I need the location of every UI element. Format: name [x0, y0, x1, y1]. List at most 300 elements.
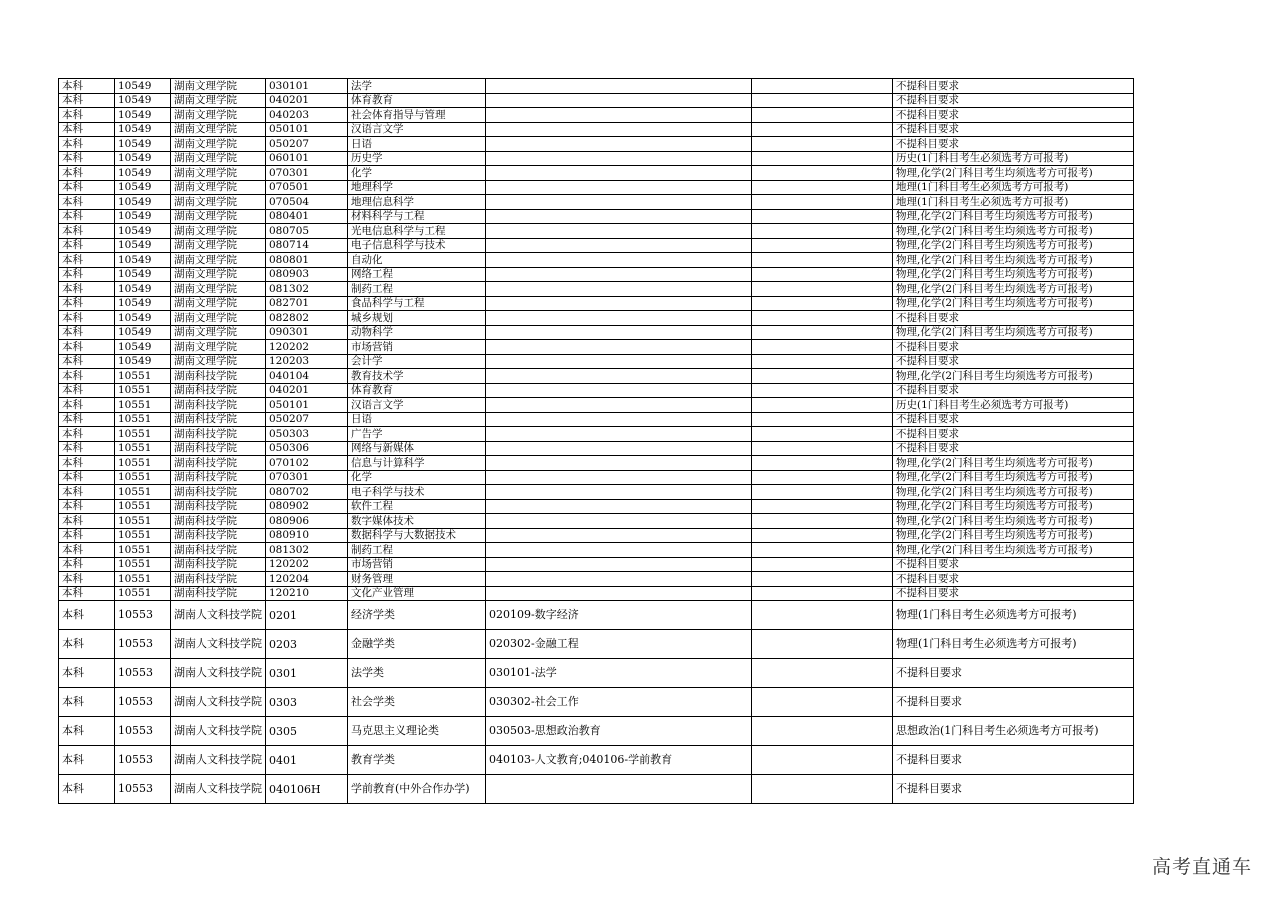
major-name-cell: 文化产业管理 [348, 586, 486, 601]
major-code-cell: 120202 [266, 340, 348, 355]
blank-cell [752, 369, 893, 384]
subject-requirement-cell: 物理,化学(2门科目考生均须选考方可报考) [893, 470, 1134, 485]
level-cell: 本科 [59, 253, 115, 268]
major-code-cell: 050207 [266, 412, 348, 427]
major-code-cell: 050207 [266, 137, 348, 152]
included-majors-cell [486, 93, 752, 108]
included-majors-cell [486, 340, 752, 355]
school-name-cell: 湖南文理学院 [171, 93, 266, 108]
major-name-cell: 学前教育(中外合作办学) [348, 775, 486, 804]
blank-cell [752, 122, 893, 137]
blank-cell [752, 543, 893, 558]
blank-cell [752, 456, 893, 471]
major-code-cell: 0301 [266, 659, 348, 688]
school-code-cell: 10551 [115, 398, 171, 413]
school-name-cell: 湖南科技学院 [171, 427, 266, 442]
table-row [59, 746, 1134, 775]
major-name-cell: 法学类 [348, 659, 486, 688]
blank-cell [752, 282, 893, 297]
table-row [59, 354, 1134, 369]
blank-cell [752, 253, 893, 268]
school-code-cell: 10551 [115, 485, 171, 500]
blank-cell [752, 311, 893, 326]
major-code-cell: 050101 [266, 398, 348, 413]
blank-cell [752, 441, 893, 456]
school-code-cell: 10553 [115, 601, 171, 630]
blank-cell [752, 325, 893, 340]
major-name-cell: 体育教育 [348, 93, 486, 108]
included-majors-cell [486, 282, 752, 297]
table-row [59, 557, 1134, 572]
level-cell: 本科 [59, 166, 115, 181]
major-name-cell: 会计学 [348, 354, 486, 369]
school-name-cell: 湖南文理学院 [171, 253, 266, 268]
subject-requirement-cell: 物理,化学(2门科目考生均须选考方可报考) [893, 224, 1134, 239]
included-majors-cell [486, 383, 752, 398]
subject-requirement-cell: 物理,化学(2门科目考生均须选考方可报考) [893, 253, 1134, 268]
subject-requirement-cell: 不提科目要求 [893, 572, 1134, 587]
level-cell: 本科 [59, 688, 115, 717]
subject-requirement-cell: 物理(1门科目考生必须选考方可报考) [893, 601, 1134, 630]
school-name-cell: 湖南文理学院 [171, 267, 266, 282]
level-cell: 本科 [59, 383, 115, 398]
subject-requirement-cell: 不提科目要求 [893, 688, 1134, 717]
blank-cell [752, 499, 893, 514]
blank-cell [752, 398, 893, 413]
school-name-cell: 湖南文理学院 [171, 195, 266, 210]
blank-cell [752, 586, 893, 601]
subject-requirement-cell: 不提科目要求 [893, 746, 1134, 775]
major-name-cell: 制药工程 [348, 543, 486, 558]
included-majors-cell: 040103-人文教育;040106-学前教育 [486, 746, 752, 775]
school-name-cell: 湖南科技学院 [171, 383, 266, 398]
school-code-cell: 10549 [115, 325, 171, 340]
included-majors-cell [486, 224, 752, 239]
school-code-cell: 10549 [115, 224, 171, 239]
blank-cell [752, 412, 893, 427]
included-majors-cell [486, 238, 752, 253]
subject-requirement-cell: 不提科目要求 [893, 659, 1134, 688]
school-code-cell: 10549 [115, 311, 171, 326]
school-code-cell: 10549 [115, 238, 171, 253]
subject-requirement-cell: 物理,化学(2门科目考生均须选考方可报考) [893, 238, 1134, 253]
table-row [59, 296, 1134, 311]
blank-cell [752, 746, 893, 775]
major-code-cell: 070301 [266, 470, 348, 485]
major-code-cell: 082802 [266, 311, 348, 326]
school-name-cell: 湖南文理学院 [171, 122, 266, 137]
blank-cell [752, 572, 893, 587]
school-name-cell: 湖南科技学院 [171, 572, 266, 587]
school-code-cell: 10551 [115, 456, 171, 471]
table-row [59, 499, 1134, 514]
school-name-cell: 湖南科技学院 [171, 557, 266, 572]
major-code-cell: 070102 [266, 456, 348, 471]
school-name-cell: 湖南人文科技学院 [171, 717, 266, 746]
table-row [59, 311, 1134, 326]
school-code-cell: 10549 [115, 151, 171, 166]
level-cell: 本科 [59, 151, 115, 166]
blank-cell [752, 601, 893, 630]
subject-requirement-cell: 不提科目要求 [893, 311, 1134, 326]
major-code-cell: 120204 [266, 572, 348, 587]
blank-cell [752, 717, 893, 746]
table-row [59, 528, 1134, 543]
major-name-cell: 金融学类 [348, 630, 486, 659]
major-code-cell: 081302 [266, 282, 348, 297]
school-name-cell: 湖南文理学院 [171, 296, 266, 311]
level-cell: 本科 [59, 470, 115, 485]
school-name-cell: 湖南文理学院 [171, 108, 266, 123]
included-majors-cell [486, 122, 752, 137]
level-cell: 本科 [59, 238, 115, 253]
level-cell: 本科 [59, 325, 115, 340]
included-majors-cell: 030101-法学 [486, 659, 752, 688]
table-row [59, 441, 1134, 456]
major-code-cell: 080910 [266, 528, 348, 543]
major-code-cell: 0203 [266, 630, 348, 659]
included-majors-cell [486, 441, 752, 456]
major-code-cell: 080702 [266, 485, 348, 500]
subject-requirement-cell: 历史(1门科目考生必须选考方可报考) [893, 151, 1134, 166]
major-code-cell: 050306 [266, 441, 348, 456]
school-name-cell: 湖南文理学院 [171, 354, 266, 369]
included-majors-cell [486, 586, 752, 601]
school-name-cell: 湖南科技学院 [171, 398, 266, 413]
subject-requirement-cell: 不提科目要求 [893, 586, 1134, 601]
school-code-cell: 10549 [115, 166, 171, 181]
school-name-cell: 湖南文理学院 [171, 282, 266, 297]
table-row [59, 717, 1134, 746]
school-code-cell: 10551 [115, 383, 171, 398]
major-code-cell: 030101 [266, 79, 348, 94]
level-cell: 本科 [59, 528, 115, 543]
major-name-cell: 汉语言文学 [348, 122, 486, 137]
major-name-cell: 城乡规划 [348, 311, 486, 326]
major-code-cell: 040104 [266, 369, 348, 384]
major-name-cell: 市场营销 [348, 557, 486, 572]
table-row [59, 485, 1134, 500]
school-code-cell: 10549 [115, 340, 171, 355]
major-code-cell: 120210 [266, 586, 348, 601]
included-majors-cell [486, 775, 752, 804]
subject-requirement-cell: 物理,化学(2门科目考生均须选考方可报考) [893, 514, 1134, 529]
blank-cell [752, 514, 893, 529]
school-name-cell: 湖南人文科技学院 [171, 688, 266, 717]
subject-requirement-cell: 不提科目要求 [893, 412, 1134, 427]
subject-requirement-cell: 不提科目要求 [893, 108, 1134, 123]
major-name-cell: 日语 [348, 137, 486, 152]
included-majors-cell [486, 311, 752, 326]
school-code-cell: 10549 [115, 195, 171, 210]
major-name-cell: 日语 [348, 412, 486, 427]
level-cell: 本科 [59, 543, 115, 558]
major-name-cell: 数字媒体技术 [348, 514, 486, 529]
table-row [59, 775, 1134, 804]
subject-requirement-cell: 不提科目要求 [893, 122, 1134, 137]
school-code-cell: 10551 [115, 572, 171, 587]
major-code-cell: 0305 [266, 717, 348, 746]
table-row [59, 325, 1134, 340]
school-code-cell: 10549 [115, 209, 171, 224]
school-name-cell: 湖南文理学院 [171, 166, 266, 181]
subject-requirement-cell: 不提科目要求 [893, 79, 1134, 94]
level-cell: 本科 [59, 108, 115, 123]
major-code-cell: 080801 [266, 253, 348, 268]
blank-cell [752, 354, 893, 369]
major-name-cell: 信息与计算科学 [348, 456, 486, 471]
school-name-cell: 湖南文理学院 [171, 79, 266, 94]
table-body [59, 79, 1134, 804]
major-code-cell: 080906 [266, 514, 348, 529]
school-code-cell: 10553 [115, 775, 171, 804]
subject-requirement-cell: 物理,化学(2门科目考生均须选考方可报考) [893, 499, 1134, 514]
major-name-cell: 社会体育指导与管理 [348, 108, 486, 123]
major-code-cell: 082701 [266, 296, 348, 311]
school-code-cell: 10549 [115, 267, 171, 282]
table-row [59, 253, 1134, 268]
school-name-cell: 湖南科技学院 [171, 441, 266, 456]
major-code-cell: 0201 [266, 601, 348, 630]
table-row [59, 470, 1134, 485]
table-row [59, 688, 1134, 717]
included-majors-cell [486, 427, 752, 442]
included-majors-cell [486, 108, 752, 123]
school-name-cell: 湖南人文科技学院 [171, 630, 266, 659]
table-row [59, 79, 1134, 94]
blank-cell [752, 108, 893, 123]
major-code-cell: 0401 [266, 746, 348, 775]
included-majors-cell [486, 267, 752, 282]
subject-requirement-cell: 物理,化学(2门科目考生均须选考方可报考) [893, 267, 1134, 282]
table-row [59, 427, 1134, 442]
blank-cell [752, 195, 893, 210]
level-cell: 本科 [59, 267, 115, 282]
major-name-cell: 化学 [348, 166, 486, 181]
table-row [59, 238, 1134, 253]
included-majors-cell: 020302-金融工程 [486, 630, 752, 659]
major-code-cell: 040201 [266, 383, 348, 398]
level-cell: 本科 [59, 456, 115, 471]
level-cell: 本科 [59, 412, 115, 427]
school-name-cell: 湖南文理学院 [171, 151, 266, 166]
subject-requirement-cell: 不提科目要求 [893, 383, 1134, 398]
table-row [59, 166, 1134, 181]
level-cell: 本科 [59, 557, 115, 572]
blank-cell [752, 151, 893, 166]
table-row [59, 543, 1134, 558]
included-majors-cell [486, 209, 752, 224]
subject-requirement-cell: 不提科目要求 [893, 427, 1134, 442]
level-cell: 本科 [59, 746, 115, 775]
school-name-cell: 湖南科技学院 [171, 543, 266, 558]
major-code-cell: 080705 [266, 224, 348, 239]
school-code-cell: 10553 [115, 688, 171, 717]
subject-requirement-cell: 地理(1门科目考生必须选考方可报考) [893, 180, 1134, 195]
level-cell: 本科 [59, 195, 115, 210]
subject-requirement-cell: 思想政治(1门科目考生必须选考方可报考) [893, 717, 1134, 746]
major-name-cell: 网络与新媒体 [348, 441, 486, 456]
included-majors-cell [486, 195, 752, 210]
table-row [59, 630, 1134, 659]
table-row [59, 224, 1134, 239]
school-name-cell: 湖南人文科技学院 [171, 601, 266, 630]
level-cell: 本科 [59, 180, 115, 195]
table-row [59, 122, 1134, 137]
major-name-cell: 汉语言文学 [348, 398, 486, 413]
blank-cell [752, 659, 893, 688]
table-row [59, 108, 1134, 123]
major-name-cell: 马克思主义理论类 [348, 717, 486, 746]
level-cell: 本科 [59, 282, 115, 297]
major-name-cell: 教育技术学 [348, 369, 486, 384]
major-code-cell: 070301 [266, 166, 348, 181]
subject-requirement-cell: 物理,化学(2门科目考生均须选考方可报考) [893, 325, 1134, 340]
blank-cell [752, 180, 893, 195]
major-name-cell: 制药工程 [348, 282, 486, 297]
table-row [59, 267, 1134, 282]
school-name-cell: 湖南科技学院 [171, 514, 266, 529]
table-row [59, 398, 1134, 413]
included-majors-cell [486, 543, 752, 558]
school-name-cell: 湖南科技学院 [171, 528, 266, 543]
table-row [59, 456, 1134, 471]
table-row [59, 412, 1134, 427]
school-name-cell: 湖南科技学院 [171, 470, 266, 485]
major-name-cell: 市场营销 [348, 340, 486, 355]
major-name-cell: 电子科学与技术 [348, 485, 486, 500]
blank-cell [752, 93, 893, 108]
table-row [59, 151, 1134, 166]
major-code-cell: 080902 [266, 499, 348, 514]
major-name-cell: 教育学类 [348, 746, 486, 775]
school-code-cell: 10549 [115, 108, 171, 123]
school-code-cell: 10553 [115, 659, 171, 688]
included-majors-cell [486, 354, 752, 369]
blank-cell [752, 209, 893, 224]
included-majors-cell [486, 166, 752, 181]
included-majors-cell [486, 253, 752, 268]
major-name-cell: 地理科学 [348, 180, 486, 195]
subject-requirement-cell: 不提科目要求 [893, 93, 1134, 108]
school-code-cell: 10551 [115, 514, 171, 529]
school-code-cell: 10549 [115, 137, 171, 152]
included-majors-cell [486, 369, 752, 384]
subject-requirement-cell: 不提科目要求 [893, 340, 1134, 355]
school-name-cell: 湖南科技学院 [171, 485, 266, 500]
major-code-cell: 040201 [266, 93, 348, 108]
level-cell: 本科 [59, 354, 115, 369]
subject-requirement-cell: 物理,化学(2门科目考生均须选考方可报考) [893, 282, 1134, 297]
table-row [59, 659, 1134, 688]
major-name-cell: 地理信息科学 [348, 195, 486, 210]
level-cell: 本科 [59, 340, 115, 355]
major-name-cell: 自动化 [348, 253, 486, 268]
level-cell: 本科 [59, 311, 115, 326]
school-code-cell: 10551 [115, 470, 171, 485]
school-name-cell: 湖南科技学院 [171, 456, 266, 471]
level-cell: 本科 [59, 775, 115, 804]
level-cell: 本科 [59, 659, 115, 688]
level-cell: 本科 [59, 514, 115, 529]
major-name-cell: 软件工程 [348, 499, 486, 514]
level-cell: 本科 [59, 717, 115, 746]
major-name-cell: 经济学类 [348, 601, 486, 630]
level-cell: 本科 [59, 79, 115, 94]
included-majors-cell [486, 137, 752, 152]
watermark-logo-text: 高考直通车 [1151, 856, 1252, 878]
school-name-cell: 湖南科技学院 [171, 586, 266, 601]
included-majors-cell [486, 456, 752, 471]
school-code-cell: 10551 [115, 441, 171, 456]
school-code-cell: 10549 [115, 296, 171, 311]
school-code-cell: 10553 [115, 630, 171, 659]
blank-cell [752, 79, 893, 94]
subject-requirement-cell: 物理,化学(2门科目考生均须选考方可报考) [893, 528, 1134, 543]
major-code-cell: 050303 [266, 427, 348, 442]
included-majors-cell [486, 528, 752, 543]
major-name-cell: 历史学 [348, 151, 486, 166]
table-row [59, 383, 1134, 398]
major-name-cell: 财务管理 [348, 572, 486, 587]
major-name-cell: 法学 [348, 79, 486, 94]
major-name-cell: 广告学 [348, 427, 486, 442]
table-row [59, 572, 1134, 587]
table-row [59, 369, 1134, 384]
school-code-cell: 10549 [115, 79, 171, 94]
level-cell: 本科 [59, 485, 115, 500]
major-code-cell: 120202 [266, 557, 348, 572]
school-name-cell: 湖南文理学院 [171, 311, 266, 326]
level-cell: 本科 [59, 398, 115, 413]
level-cell: 本科 [59, 630, 115, 659]
included-majors-cell [486, 470, 752, 485]
school-name-cell: 湖南科技学院 [171, 369, 266, 384]
major-code-cell: 090301 [266, 325, 348, 340]
included-majors-cell [486, 325, 752, 340]
major-code-cell: 080714 [266, 238, 348, 253]
subject-requirement-cell: 不提科目要求 [893, 137, 1134, 152]
level-cell: 本科 [59, 369, 115, 384]
school-name-cell: 湖南文理学院 [171, 209, 266, 224]
school-code-cell: 10549 [115, 282, 171, 297]
school-code-cell: 10549 [115, 253, 171, 268]
included-majors-cell [486, 572, 752, 587]
included-majors-cell [486, 514, 752, 529]
school-code-cell: 10551 [115, 543, 171, 558]
table-row [59, 195, 1134, 210]
blank-cell [752, 224, 893, 239]
included-majors-cell [486, 151, 752, 166]
school-code-cell: 10549 [115, 354, 171, 369]
table-row [59, 586, 1134, 601]
school-code-cell: 10551 [115, 586, 171, 601]
major-code-cell: 080401 [266, 209, 348, 224]
subject-requirement-cell: 物理,化学(2门科目考生均须选考方可报考) [893, 485, 1134, 500]
level-cell: 本科 [59, 427, 115, 442]
blank-cell [752, 528, 893, 543]
included-majors-cell [486, 499, 752, 514]
subject-requirement-cell: 地理(1门科目考生必须选考方可报考) [893, 195, 1134, 210]
level-cell: 本科 [59, 296, 115, 311]
subject-requirement-cell: 物理,化学(2门科目考生均须选考方可报考) [893, 543, 1134, 558]
level-cell: 本科 [59, 586, 115, 601]
major-name-cell: 动物科学 [348, 325, 486, 340]
major-name-cell: 数据科学与大数据技术 [348, 528, 486, 543]
subject-requirement-cell: 不提科目要求 [893, 557, 1134, 572]
blank-cell [752, 340, 893, 355]
school-code-cell: 10551 [115, 369, 171, 384]
